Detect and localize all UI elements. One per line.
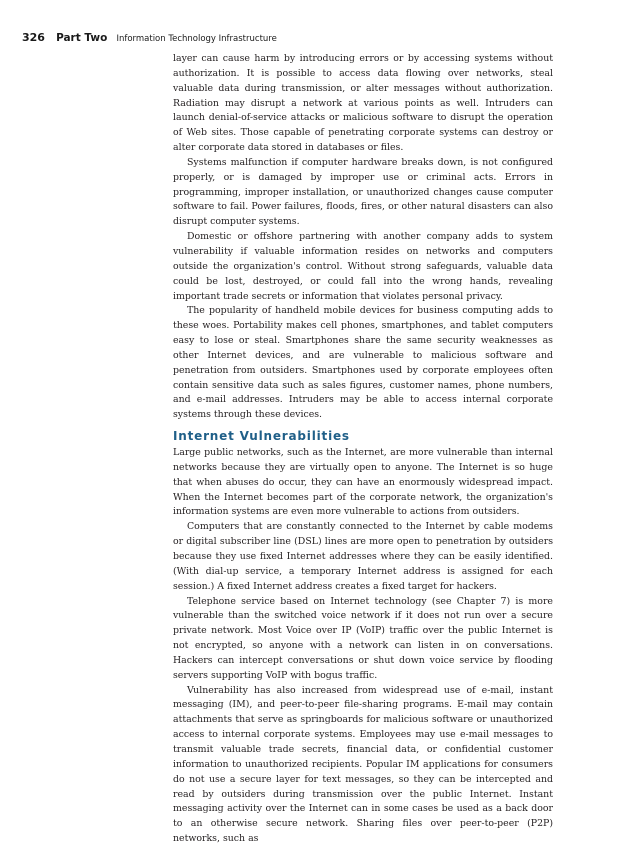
paragraph: layer can cause harm by introducing errors or by accessing systems without authorization. It is possible to access data flowing over networks, steal valuable data during transmission, or alter messages without authorization. Radiation may disrupt a network at various points as well. Intruders can launch denial-of-service attacks or malicious software to disrupt the operation of Web sites. Those capable of penetrating corporate systems can destroy or alter corporate data stored in databases or files. [173, 53, 553, 154]
section-heading: Internet Vulnerabilities [173, 429, 350, 444]
body-text [173, 52, 553, 847]
paragraph: Telephone service based on Internet technology (see Chapter 7) is more vulnerable than the switched voice network if it does not run over a secure private network. Most Voice over IP (VoIP) traffic over the public Internet is not encrypted, so anyone with a network can listen in on conversations. Hackers can intercept conversations or shut down voice service by flooding servers supporting VoIP with bogus traffic. [173, 595, 553, 681]
section-title: Information Technology Infrastructure [116, 34, 277, 44]
paragraph: Computers that are constantly connected to the Internet by cable modems or digital subscriber line (DSL) lines are more open to penetration by outsiders because they use fixed Internet addresses where they can be easily identified. (With dial-up service, a temporary Internet address is assigned for each session.) A fixed Internet address creates a fixed target for hackers. [173, 521, 553, 592]
part-label: Part Two [56, 32, 108, 44]
paragraph: Domestic or offshore partnering with another company adds to system vulnerability if valuable information resides on networks and computers outside the organization's control. Without strong safeguards, valuable data could be lost, destroyed, or could fall into the wrong hands, revealing important trade secrets or information that violates personal privacy. [173, 231, 553, 302]
paragraph: Vulnerability has also increased from widespread use of e-mail, instant messaging (IM), and peer-to-peer file-sharing programs. E-mail may contain attachments that serve as springboards for malicious software or unauthorized access to internal corporate systems. Employees may use e-mail messages to transmit valuable trade secrets, financial data, or confidential customer information to unauthorized recipients. Popular IM applications for consumers do not use a secure layer for text messages, so they can be intercepted and read by outsiders during transmission over the public Internet. Instant messaging activity over the Internet can in some cases be used as a back door to an otherwise secure network. Sharing files over peer-to-peer (P2P) networks, such as [173, 684, 553, 845]
paragraph: Large public networks, such as the Internet, are more vulnerable than internal networks because they are virtually open to anyone. The Internet is so huge that when abuses do occur, they can have an enormously widespread impact. When the Internet becomes part of the corporate network, the organization's information systems are even more vulnerable to actions from outsiders. [173, 447, 553, 518]
running-head [22, 26, 277, 45]
page-number: 326 [22, 31, 45, 44]
paragraph: The popularity of handheld mobile devices for business computing adds to these woes. Portability makes cell phones, smartphones, and tablet computers easy to lose or steal. Smartphones share the same security weaknesses as other Internet devices, and are vulnerable to malicious software and penetration from outsiders. Smartphones used by corporate employees often contain sensitive data such as sales figures, customer names, phone numbers, and e-mail addresses. Intruders may be able to access internal corporate systems through these devices. [173, 305, 553, 421]
paragraph: Systems malfunction if computer hardware breaks down, is not configured properly, or is damaged by improper use or criminal acts. Errors in programming, improper installation, or unauthorized changes cause computer software to fail. Power failures, floods, fires, or other natural disasters can also disrupt computer systems. [173, 156, 553, 228]
